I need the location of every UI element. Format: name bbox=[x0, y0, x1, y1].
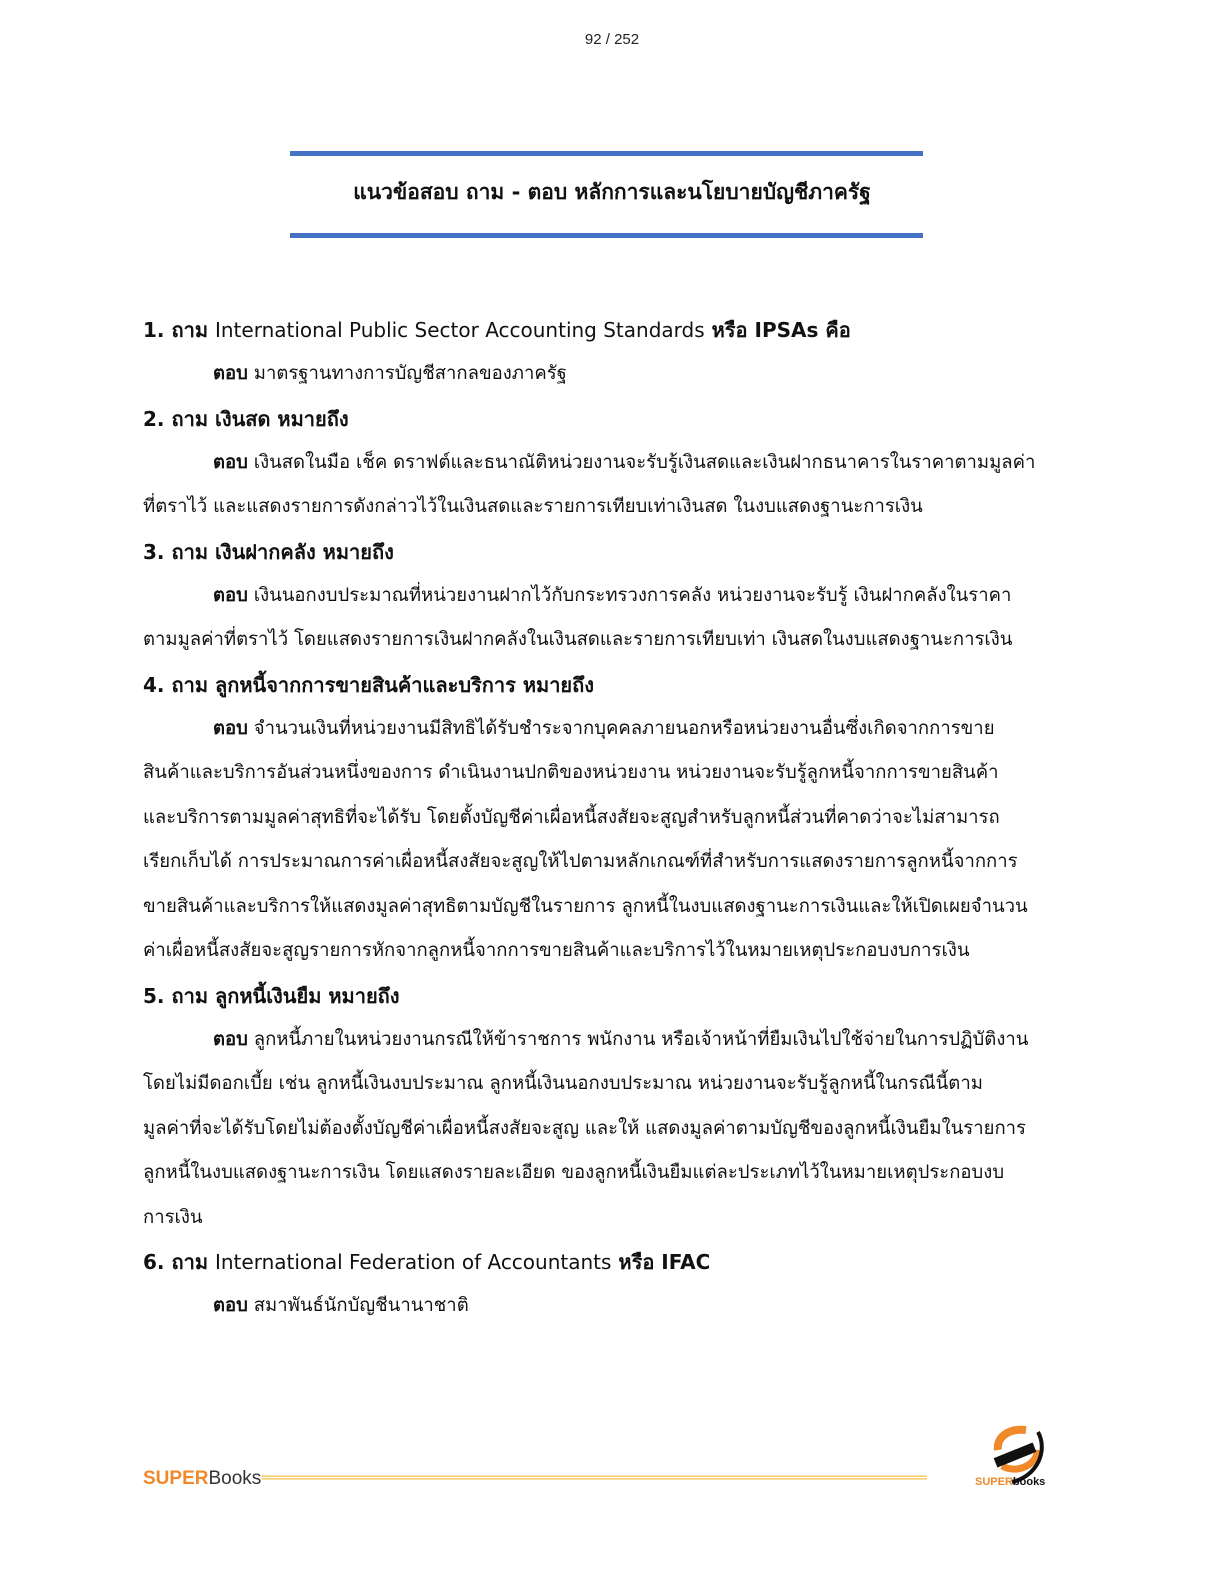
question-english-term: International Federation of Accountants bbox=[214, 1250, 612, 1274]
answer-block bbox=[143, 574, 1068, 663]
question-text: เงินสด หมายถึง bbox=[214, 406, 349, 431]
question-number: 1. bbox=[143, 318, 165, 342]
question-number: 6. bbox=[143, 1250, 165, 1274]
answer-text: โดยไม่มีดอกเบี้ย เช่น ลูกหนี้เงินงบประมาณ ลูกหนี้เงินนอกงบประมาณ หน่วยงานจะรับรู้ลูกหนี้ในกรณีนี้ตาม bbox=[143, 1073, 983, 1094]
answer-text: มูลค่าที่จะได้รับโดยไม่ต้องตั้งบัญชีค่าเผื่อหนี้สงสัยจะสูญ และให้ แสดงมูลค่าตามบัญชีของลูกหนี้เงินยืมในรายการ bbox=[143, 1117, 1026, 1139]
answer-block bbox=[143, 352, 1068, 397]
qa-content bbox=[143, 308, 1068, 1329]
answer-text: ลูกหนี้ภายในหน่วยงานกรณีให้ข้าราชการ พนักงาน หรือเจ้าหน้าที่ยืมเงินไปใช้จ่ายในการปฏิบัติงาน bbox=[253, 1028, 1029, 1050]
page-footer bbox=[143, 1468, 1073, 1494]
answer-text: ตามมูลค่าที่ตราไว้ โดยแสดงรายการเงินฝากคลังในเงินสดและรายการเทียบเท่า เงินสดในงบแสดงฐานะการเงิน bbox=[143, 629, 1013, 650]
answer-text: สมาพันธ์นักบัญชีนานาชาติ bbox=[253, 1295, 469, 1316]
question-heading bbox=[143, 663, 1068, 707]
answer-label: ตอบ bbox=[213, 1295, 248, 1316]
question-english-term: International Public Sector Accounting Standards bbox=[214, 318, 705, 342]
question-ask-label: ถาม bbox=[171, 406, 209, 431]
logo-wordmark: SUPERbooks bbox=[975, 1476, 1046, 1488]
question-text: หรือ IPSAs คือ bbox=[711, 318, 851, 342]
question-heading bbox=[143, 308, 1068, 352]
answer-label: ตอบ bbox=[213, 363, 248, 384]
answer-text: เงินนอกงบประมาณที่หน่วยงานฝากไว้กับกระทรวงการคลัง หน่วยงานจะรับรู้ เงินฝากคลังในราคา bbox=[253, 584, 1012, 606]
answer-text: สินค้าและบริการอันส่วนหนึ่งของการ ดำเนินงานปกติของหน่วยงาน หน่วยงานจะรับรู้ลูกหนี้จากการขายสินค้า bbox=[143, 762, 999, 783]
question-text: หรือ IFAC bbox=[618, 1250, 711, 1274]
answer-text: และบริการตามมูลค่าสุทธิที่จะได้รับ โดยตั้งบัญชีค่าเผื่อหนี้สงสัยจะสูญสำหรับลูกหนี้ส่วนที่คาดว่าจะไม่สามารถ bbox=[143, 806, 1000, 828]
question-text: เงินฝากคลัง หมายถึง bbox=[214, 539, 394, 564]
question-ask-label: ถาม bbox=[171, 672, 209, 697]
answer-text: ที่ตราไว้ และแสดงรายการดังกล่าวไว้ในเงินสดและรายการเทียบเท่าเงินสด ในงบแสดงฐานะการเงิน bbox=[143, 496, 923, 517]
answer-text: เรียกเก็บได้ การประมาณการค่าเผื่อหนี้สงสัยจะสูญให้ไปตามหลักเกณฑ์ที่สำหรับการแสดงรายการลูกหนี้จากการ bbox=[143, 851, 1018, 872]
question-text: ลูกหนี้จากการขายสินค้าและบริการ หมายถึง bbox=[214, 672, 595, 697]
answer-label: ตอบ bbox=[213, 1028, 248, 1050]
answer-label: ตอบ bbox=[213, 584, 248, 606]
answer-label: ตอบ bbox=[213, 717, 248, 739]
question-ask-label: ถาม bbox=[171, 539, 209, 564]
answer-block bbox=[143, 1018, 1068, 1241]
document-title: แนวข้อสอบ ถาม - ตอบ หลักการและนโยบายบัญชีภาครัฐ bbox=[353, 180, 871, 204]
question-number: 2. bbox=[143, 406, 165, 431]
question-number: 3. bbox=[143, 539, 165, 564]
question-heading bbox=[143, 530, 1068, 574]
answer-block bbox=[143, 441, 1068, 530]
answer-text: ลูกหนี้ในงบแสดงฐานะการเงิน โดยแสดงรายละเอียด ของลูกหนี้เงินยืมแต่ละประเภทไว้ในหมายเหตุประกอบงบ bbox=[143, 1162, 1005, 1183]
answer-text: จำนวนเงินที่หน่วยงานมีสิทธิได้รับชำระจากบุคคลภายนอกหรือหน่วยงานอื่นซึ่งเกิดจากการขาย bbox=[253, 717, 995, 739]
question-number: 5. bbox=[143, 983, 165, 1008]
footer-brand: SUPERBooks bbox=[143, 1468, 262, 1489]
answer-text: เงินสดในมือ เช็ค ดราฟต์และธนาณัติหน่วยงานจะรับรู้เงินสดและเงินฝากธนาคารในราคาตามมูลค่า bbox=[253, 451, 1036, 473]
question-heading bbox=[143, 397, 1068, 441]
question-heading bbox=[143, 1240, 1068, 1284]
answer-text: การเงิน bbox=[143, 1206, 203, 1228]
answer-block bbox=[143, 1284, 1068, 1329]
answer-label: ตอบ bbox=[213, 451, 248, 473]
page-indicator: 92 / 252 bbox=[584, 31, 640, 48]
question-number: 4. bbox=[143, 672, 165, 697]
title-top-rule bbox=[290, 151, 923, 156]
question-ask-label: ถาม bbox=[171, 983, 209, 1008]
answer-text: ขายสินค้าและบริการให้แสดงมูลค่าสุทธิตามบัญชีในรายการ ลูกหนี้ในงบแสดงฐานะการเงินและให้เปิดเผยจำนวน bbox=[143, 895, 1028, 917]
footer-divider: ================================================================================================ bbox=[261, 1470, 927, 1486]
answer-text: มาตรฐานทางการบัญชีสากลของภาครัฐ bbox=[253, 363, 567, 384]
question-ask-label: ถาม bbox=[171, 1250, 209, 1274]
title-bottom-rule bbox=[290, 233, 923, 238]
answer-text: ค่าเผื่อหนี้สงสัยจะสูญรายการหักจากลูกหนี้จากการขายสินค้าและบริการไว้ในหมายเหตุประกอบงบการเงิน bbox=[143, 940, 970, 961]
answer-block bbox=[143, 707, 1068, 974]
question-heading bbox=[143, 974, 1068, 1018]
question-text: ลูกหนี้เงินยืม หมายถึง bbox=[214, 983, 400, 1008]
question-ask-label: ถาม bbox=[171, 318, 209, 342]
